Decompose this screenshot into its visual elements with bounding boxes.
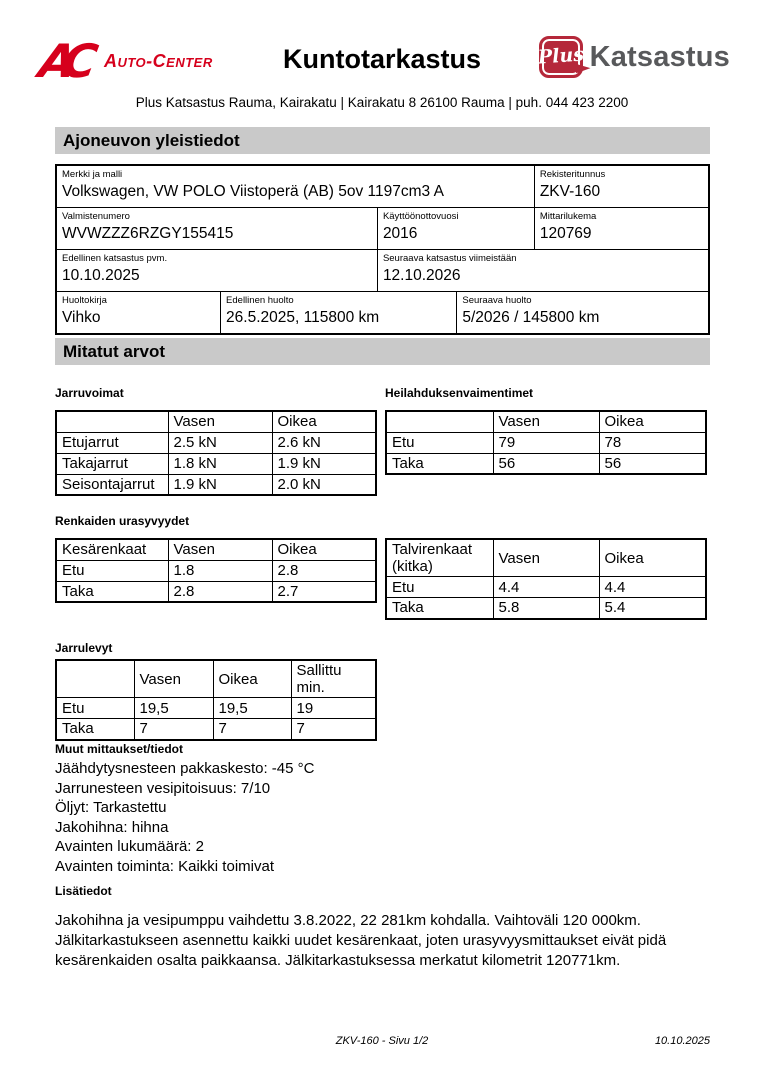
additional-info-text: Jakohihna ja vesipumppu vaihdettu 3.8.2022, 22 281km kohdalla. Vaihtoväli 120 000km. Jälkitarkastukseen asennettu kaikki uudet kesärenkaat, joten urasyvyysmittaukset eivät pidä kesärenkaiden osalta paikkaansa. Jälkitarkastuksessa merkatut kilometrit 120771km.: [55, 912, 667, 969]
row-label: Etu: [386, 577, 493, 598]
row-label: Taka: [386, 453, 493, 474]
row-label: Taka: [386, 598, 493, 619]
table-row: [57, 250, 708, 292]
brake-discs-title: Jarrulevyt: [55, 641, 113, 655]
tyre-tread-depths-title: Renkaiden urasyvyydet: [55, 514, 190, 528]
vehicle-info-table: [55, 164, 710, 335]
header-cell: Sallittu min.: [291, 660, 376, 698]
value-cell: 5.8: [493, 598, 599, 619]
header-cell: Oikea: [272, 539, 376, 560]
value-cell: 7: [134, 719, 213, 740]
shock-absorbers-table: [385, 410, 707, 475]
plus-badge-label: Plus: [536, 43, 585, 69]
brake-discs-table: [55, 659, 377, 741]
table-row: [56, 560, 376, 581]
katsastus-wordmark: Katsastus: [589, 40, 730, 73]
field-label: Merkki ja malli: [62, 169, 123, 180]
row-label: Etu: [386, 432, 493, 453]
winter-tyres-table: [385, 538, 707, 620]
value-cell: 5.4: [599, 598, 706, 619]
field-label: Edellinen katsastus pvm.: [62, 253, 168, 264]
table-row: [56, 719, 376, 740]
value-cell: 19: [291, 698, 376, 719]
field-merkki-ja-malli: [57, 166, 535, 207]
value-cell: 1.9 kN: [168, 474, 272, 495]
table-row: [56, 474, 376, 495]
value-cell: 79: [493, 432, 599, 453]
field-mittarilukema: [535, 208, 708, 249]
value-cell: 2.5 kN: [168, 432, 272, 453]
field-kayttoonottovuosi: [378, 208, 535, 249]
table-row: [56, 432, 376, 453]
value-cell: 19,5: [134, 698, 213, 719]
field-value: 12.10.2026: [382, 267, 461, 284]
table-header-row: [386, 411, 706, 432]
header-cell: Vasen: [493, 411, 599, 432]
value-cell: 2.0 kN: [272, 474, 376, 495]
row-label: Etu: [56, 560, 168, 581]
other-measurements-title: Muut mittaukset/tiedot: [55, 742, 183, 756]
table-header-row: [56, 539, 376, 560]
table-row: [386, 432, 706, 453]
measurement-line: Avainten lukumäärä: 2: [55, 838, 204, 855]
document-title: Kuntotarkastus: [282, 44, 482, 74]
field-value: 10.10.2025: [62, 267, 140, 284]
row-label: Etujarrut: [56, 432, 168, 453]
field-edellinen-huolto: [221, 292, 457, 333]
value-cell: 2.8: [168, 581, 272, 602]
plus-katsastus-logo: [536, 36, 730, 78]
measurement-line: Öljyt: Tarkastettu: [55, 799, 167, 816]
table-header-row: [56, 411, 376, 432]
header-cell: Vasen: [134, 660, 213, 698]
table-row: [56, 581, 376, 602]
footer-date: 10.10.2025: [654, 1035, 710, 1047]
field-label: Seuraava katsastus viimeistään: [382, 253, 517, 264]
other-measurements-list: [55, 759, 314, 876]
measurement-line: Jarrunesteen vesipitoisuus: 7/10: [55, 779, 271, 797]
section-header-vehicle-info: Ajoneuvon yleistiedot: [55, 127, 710, 154]
table-row: [56, 453, 376, 474]
value-cell: 78: [599, 432, 706, 453]
value-cell: 2.8: [272, 560, 376, 581]
header-cell: Kesärenkaat: [56, 539, 168, 560]
auto-center-name: Auto-Center: [103, 50, 213, 71]
field-value: 5/2026 / 145800 km: [462, 309, 600, 326]
field-value: ZKV-160: [539, 183, 601, 200]
table-row: [386, 598, 706, 619]
value-cell: 4.4: [599, 577, 706, 598]
field-seuraava-katsastus: [378, 250, 708, 291]
field-value: 120769: [539, 225, 592, 242]
field-label: Seuraava huolto: [462, 295, 532, 306]
header-cell: Talvirenkaat (kitka): [386, 539, 493, 577]
field-rekisteritunnus: [535, 166, 708, 207]
field-value: Volkswagen, VW POLO Viistoperä (AB) 5ov 1197cm3 A: [62, 183, 444, 200]
header-cell: Oikea: [272, 411, 376, 432]
field-label: Rekisteritunnus: [539, 169, 606, 180]
table-header-row: [386, 539, 706, 577]
table-row: [57, 166, 708, 208]
table-row: [386, 453, 706, 474]
field-label: Edellinen huolto: [226, 295, 294, 306]
measurement-line: Jakohihna: hihna: [55, 818, 169, 836]
value-cell: 19,5: [213, 698, 291, 719]
header-cell: [386, 411, 493, 432]
field-value: WVWZZZ6RZGY155415: [62, 225, 234, 242]
measurement-line: Jäähdytysnesteen pakkaskesto: -45 °C: [55, 760, 315, 777]
table-row: [57, 292, 708, 333]
table-row: [56, 698, 376, 719]
value-cell: 4.4: [493, 577, 599, 598]
header-cell: Oikea: [599, 539, 706, 577]
table-header-row: [56, 660, 376, 698]
station-contact-line: Plus Katsastus Rauma, Kairakatu | Kairakatu 8 26100 Rauma | puh. 044 423 2200: [135, 95, 629, 110]
shock-absorbers-title: Heilahduksenvaimentimet: [385, 386, 534, 400]
field-huoltokirja: [57, 292, 221, 333]
field-label: Käyttöönottovuosi: [382, 211, 459, 222]
row-label: Takajarrut: [56, 453, 168, 474]
measurement-line: Avainten toiminta: Kaikki toimivat: [55, 857, 274, 875]
brake-forces-table: [55, 410, 377, 496]
value-cell: 7: [213, 719, 291, 740]
field-value: 26.5.2025, 115800 km: [226, 309, 380, 326]
field-value: Vihko: [62, 309, 101, 326]
additional-info-title: Lisätiedot: [55, 884, 112, 898]
header-cell: Oikea: [599, 411, 706, 432]
header-cell: Vasen: [168, 411, 272, 432]
brake-forces-title: Jarruvoimat: [55, 386, 124, 400]
auto-center-monogram-icon: AC: [35, 34, 91, 88]
row-label: Etu: [56, 698, 134, 719]
field-seuraava-huolto: [457, 292, 708, 333]
field-value: 2016: [382, 225, 418, 242]
section-header-measured-values: Mitatut arvot: [55, 338, 710, 365]
footer-page-indicator: ZKV-160 - Sivu 1/2: [335, 1035, 429, 1047]
value-cell: 7: [291, 719, 376, 740]
table-row: [57, 208, 708, 250]
header-cell: Oikea: [213, 660, 291, 698]
value-cell: 1.8 kN: [168, 453, 272, 474]
value-cell: 56: [493, 453, 599, 474]
header-cell: [56, 411, 168, 432]
field-label: Valmistenumero: [62, 211, 130, 222]
value-cell: 1.8: [168, 560, 272, 581]
value-cell: 56: [599, 453, 706, 474]
value-cell: 2.6 kN: [272, 432, 376, 453]
header-cell: [56, 660, 134, 698]
field-valmistenumero: [57, 208, 378, 249]
field-label: Mittarilukema: [539, 211, 597, 222]
table-row: [386, 577, 706, 598]
value-cell: 1.9 kN: [272, 453, 376, 474]
summer-tyres-table: [55, 538, 377, 603]
value-cell: 2.7: [272, 581, 376, 602]
field-label: Huoltokirja: [62, 295, 107, 306]
row-label: Seisontajarrut: [56, 474, 168, 495]
header-cell: Vasen: [493, 539, 599, 577]
field-edellinen-katsastus: [57, 250, 378, 291]
plus-badge-icon: [536, 36, 585, 78]
row-label: Taka: [56, 719, 134, 740]
row-label: Taka: [56, 581, 168, 602]
header-cell: Vasen: [168, 539, 272, 560]
